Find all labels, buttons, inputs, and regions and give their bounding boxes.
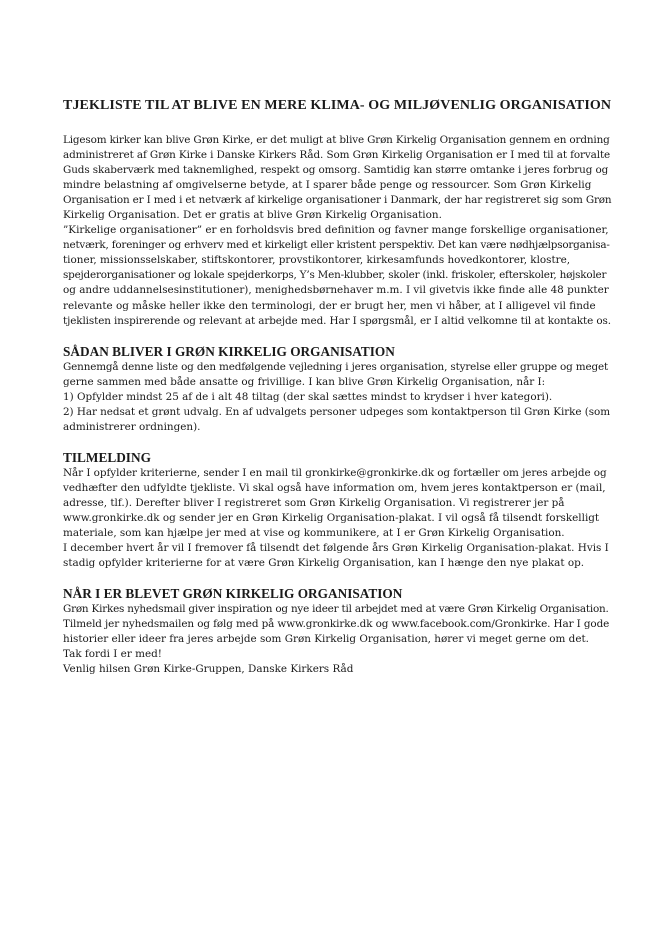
intro-line: mindre belastning af omgivelserne betyde, at I sparer både penge og ressourcer. Som Grøn Kirkelig — [63, 179, 592, 192]
section-line: materiale, som kan hjælpe jer med at vise og kommunikere, at I er Grøn Kirkelig Organisation. — [63, 527, 565, 540]
section-heading: NÅR I ER BLEVET GRØN KIRKELIG ORGANISATION — [63, 586, 403, 602]
section-registration — [63, 450, 611, 571]
document-page — [63, 98, 611, 677]
section-line: 1) Opfylder mindst 25 af de i alt 48 tiltag (der skal sættes mindst to krydser i hver kategori). — [63, 390, 553, 403]
intro-line: Ligesom kirker kan blive Grøn Kirke, er det muligt at blive Grøn Kirkelig Organisation gennem en ordning — [63, 134, 610, 146]
section-line: I december hvert år vil I fremover få tilsendt det følgende års Grøn Kirkelig Organisation-plakat. Hvis I — [63, 542, 609, 555]
intro-line: administreret af Grøn Kirke i Danske Kirkers Råd. Som Grøn Kirkelig Organisation er I med til at forvalte — [63, 149, 611, 162]
section-line: 2) Har nedsat et grønt udvalg. En af udvalgets personer udpeges som kontaktperson til Grøn Kirke (som — [63, 405, 611, 418]
intro-line: Organisation er I med i et netværk af kirkelige organisationer i Danmark, der har registreret sig som Grøn — [63, 194, 612, 207]
section-line: vedhæfter den udfyldte tjekliste. Vi skal også have information om, hvem jeres kontaktperson er (mail, — [63, 481, 606, 494]
intro-line: og andre uddannelsesinstitutioner), menighedsbørnehaver m.m. I vil givetvis ikke finde alle 48 punkter — [63, 284, 609, 297]
signoff: Venlig hilsen Grøn Kirke-Gruppen, Danske Kirkers Råd — [63, 663, 354, 676]
document-title: TJEKLISTE TIL AT BLIVE EN MERE KLIMA- OG MILJØVENLIG ORGANISATION — [63, 98, 612, 113]
intro-paragraph — [63, 133, 611, 329]
section-line: adresse, tlf.). Derefter bliver I registreret som Grøn Kirkelig Organisation. Vi registrerer jer på — [63, 496, 565, 509]
section-line: administrerer ordningen). — [63, 420, 201, 433]
section-line: Grøn Kirkes nyhedsmail giver inspiration og nye ideer til arbejdet med at være Grøn Kirkelig Organisation. — [63, 603, 609, 616]
intro-line: relevante og måske heller ikke den terminologi, der er brugt her, men vi håber, at I alligevel vil finde — [63, 299, 596, 312]
section-how-to-join — [63, 344, 611, 435]
section-line: stadig opfylder kriterierne for at være Grøn Kirkelig Organisation, kan I hænge den nye plakat op. — [63, 557, 585, 570]
section-line: Tak fordi I er med! — [63, 648, 162, 661]
section-line: Når I opfylder kriterierne, sender I en mail til gronkirke@gronkirke.dk og fortæller om jeres arbejde og — [63, 466, 607, 479]
section-after-joining — [63, 586, 611, 662]
intro-line: Kirkelig Organisation. Det er gratis at blive Grøn Kirkelig Organisation. — [63, 209, 442, 222]
section-line: Gennemgå denne liste og den medfølgende vejledning i jeres organisation, styrelse eller gruppe og meget — [63, 360, 608, 373]
section-heading: TILMELDING — [63, 449, 151, 465]
intro-line: tioner, missionsselskaber, stiftskontorer, provstikontorer, kirkesamfunds hovedkontorer, klostre, — [63, 254, 571, 267]
section-line: www.gronkirke.dk og sender jer en Grøn Kirkelig Organisation-plakat. I vil også få tilsendt forskelligt — [63, 511, 600, 524]
intro-line: spejderorganisationer og lokale spejderkorps, Y’s Men-klubber, skoler (inkl. friskoler, efterskoler, højskoler — [63, 269, 607, 282]
intro-line: ”Kirkelige organisationer” er en forholdsvis bred definition og favner mange forskellige organisationer, — [63, 224, 609, 237]
section-heading: SÅDAN BLIVER I GRØN KIRKELIG ORGANISATION — [63, 343, 395, 359]
section-line: Tilmeld jer nyhedsmailen og følg med på www.gronkirke.dk og www.facebook.com/Gronkirke. Har I gode — [63, 618, 610, 631]
section-line: gerne sammen med både ansatte og frivillige. I kan blive Grøn Kirkelig Organisation, når I: — [63, 375, 546, 388]
intro-line: tjeklisten inspirerende og relevant at arbejde med. Har I spørgsmål, er I altid velkomne til at kontakte os. — [63, 314, 611, 327]
intro-line: netværk, foreninger og erhverv med et kirkeligt eller kristent perspektiv. Det kan være nødhjælpsorganisa- — [63, 239, 610, 252]
intro-line: Guds skaberværk med taknemlighed, respekt og omsorg. Samtidig kan større omtanke i jeres forbrug og — [63, 164, 609, 177]
section-line: historier eller ideer fra jeres arbejde som Grøn Kirkelig Organisation, hører vi meget gerne om det. — [63, 633, 589, 646]
